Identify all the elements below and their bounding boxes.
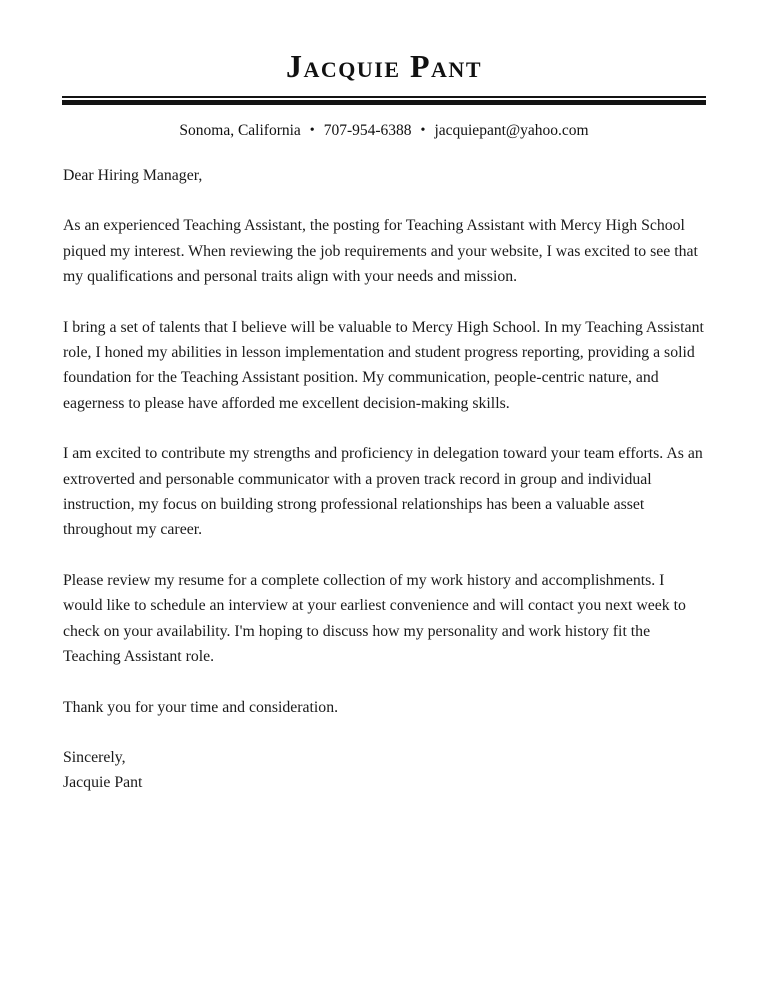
header-double-rule bbox=[62, 96, 706, 105]
candidate-name-heading: Jacquie Pant bbox=[285, 48, 482, 84]
contact-email: jacquiepant@yahoo.com bbox=[434, 122, 589, 139]
closing-line: Sincerely, bbox=[63, 748, 126, 766]
bullet-separator-icon: • bbox=[309, 123, 315, 138]
paragraph-skills: I bring a set of talents that I believe will be valuable to Mercy High School. In my Teaching Assistant role, I honed my abilities in lesson implementation and student progress reporting, providing a solid foundation for the Teaching Assistant position. My communication, people-centric nature, and eagerness to please have afforded me excellent decision-making skills. bbox=[63, 318, 704, 412]
salutation: Dear Hiring Manager, bbox=[63, 167, 203, 184]
contact-location: Sonoma, California bbox=[179, 122, 301, 139]
letter-body bbox=[63, 163, 705, 796]
paragraph-strengths: I am excited to contribute my strengths and proficiency in delegation toward your team efforts. As an extroverted and personable communicator with a proven track record in group and individual instruction, my focus on building strong professional relationships has been a valuable asset throughout my career. bbox=[63, 445, 703, 539]
contact-phone: 707-954-6388 bbox=[323, 122, 412, 139]
thank-you-line: Thank you for your time and consideration. bbox=[63, 698, 339, 716]
letter-header bbox=[0, 0, 768, 141]
contact-line bbox=[0, 120, 768, 141]
bullet-separator-icon: • bbox=[420, 123, 426, 138]
paragraph-call-to-action: Please review my resume for a complete collection of my work history and accomplishments. I would like to schedule an interview at your earliest convenience and will contact you next week to check on your availability. I'm hoping to discuss how my personality and work history fit the Teaching Assistant role. bbox=[63, 571, 686, 666]
signature-name: Jacquie Pant bbox=[63, 774, 143, 792]
paragraph-intro: As an experienced Teaching Assistant, the posting for Teaching Assistant with Mercy High School piqued my interest. When reviewing the job requirements and your website, I was excited to see that my qualifications and personal traits align with your needs and mission. bbox=[63, 217, 698, 286]
